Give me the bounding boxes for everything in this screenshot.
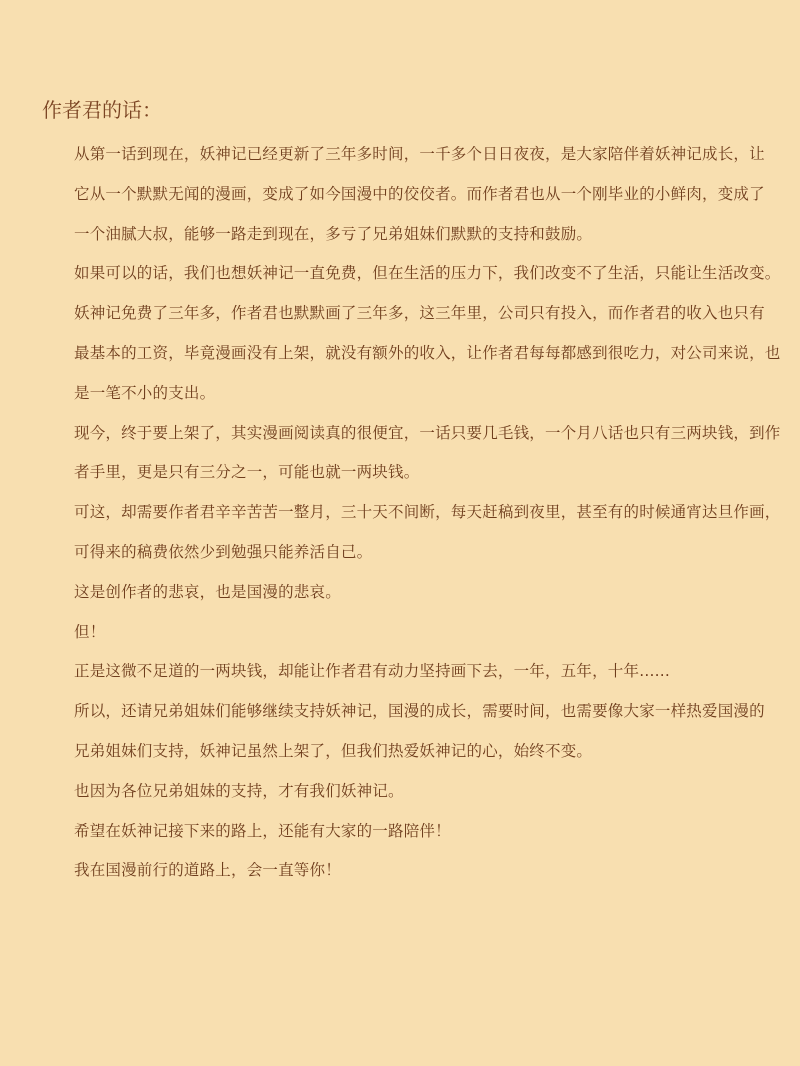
text-line: 妖神记免费了三年多，作者君也默默画了三年多，这三年里，公司只有投入，而作者君的收入也只有: [74, 304, 765, 323]
text-line: 希望在妖神记接下来的路上，还能有大家的一路陪伴！: [74, 821, 451, 840]
text-line: 它从一个默默无闻的漫画，变成了如今国漫中的佼佼者。而作者君也从一个刚毕业的小鲜肉，变成了: [74, 184, 765, 203]
text-line: 我在国漫前行的道路上，会一直等你！: [74, 861, 341, 880]
text-line: 从第一话到现在，妖神记已经更新了三年多时间，一千多个日日夜夜，是大家陪伴着妖神记成长，让: [74, 145, 765, 163]
page-title: 作者君的话：: [42, 98, 162, 122]
text-line: 兄弟姐妹们支持，妖神记虽然上架了，但我们热爱妖神记的心，始终不变。: [74, 741, 593, 760]
text-line: 者手里，更是只有三分之一，可能也就一两块钱。: [74, 463, 420, 482]
text-line: 也因为各位兄弟姐妹的支持，才有我们妖神记。: [74, 781, 404, 800]
text-line: 如果可以的话，我们也想妖神记一直免费，但在生活的压力下，我们改变不了生活，只能让生活改变。: [74, 264, 781, 283]
text-line: 一个油腻大叔，能够一路走到现在，多亏了兄弟姐妹们默默的支持和鼓励。: [74, 224, 593, 243]
text-line: 可得来的稿费依然少到勉强只能养活自己。: [74, 542, 373, 561]
text-line: 这是创作者的悲哀，也是国漫的悲哀。: [74, 582, 341, 601]
text-line: 是一笔不小的支出。: [74, 383, 216, 402]
text-line: 可这，却需要作者君辛辛苦苦一整月，三十天不间断，每天赶稿到夜里，甚至有的时候通宵达旦作画，: [74, 503, 781, 522]
text-line: 正是这微不足道的一两块钱，却能让作者君有动力坚持画下去，一年，五年，十年......: [74, 662, 670, 681]
text-line: 但！: [74, 622, 106, 641]
text-line: 所以，还请兄弟姐妹们能够继续支持妖神记，国漫的成长，需要时间，也需要像大家一样热爱国漫的: [74, 702, 765, 721]
text-line: 现今，终于要上架了，其实漫画阅读真的很便宜，一话只要几毛钱，一个月八话也只有三两块钱，到作: [74, 423, 781, 442]
text-line: 最基本的工资，毕竟漫画没有上架，就没有额外的收入，让作者君每每都感到很吃力，对公司来说，也: [74, 343, 781, 362]
letter-body: [74, 135, 781, 891]
